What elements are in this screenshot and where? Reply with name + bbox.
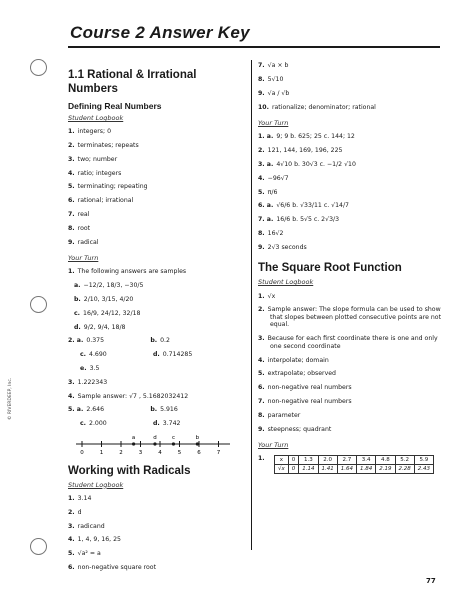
list-item: 1. — [258, 455, 265, 463]
table-cell: 2.43 — [414, 464, 433, 473]
subsection-title: Defining Real Numbers — [68, 101, 162, 111]
section-title: The Square Root Function — [258, 262, 402, 275]
list-item: 8. 16√2 — [258, 230, 284, 238]
number-line-tick-label: 0 — [80, 449, 84, 456]
binder-hole — [30, 538, 47, 555]
table-cell: 0 — [288, 464, 299, 473]
page-title: Course 2 Answer Key — [70, 23, 250, 42]
number-line-tick-label: 6 — [197, 449, 201, 456]
list-item: 6. non-negative square root — [68, 564, 156, 572]
table-header-cell: x — [275, 455, 289, 464]
list-item: 2. Sample answer: The slope formula can be used to show that slopes between plotted consecutive points are not equal. — [258, 306, 442, 329]
table-cell: 0 — [288, 455, 299, 464]
list-item: 1. 3.14 — [68, 495, 92, 503]
your-turn-list — [258, 133, 442, 251]
number-line-point — [132, 442, 135, 445]
table-row — [275, 455, 434, 464]
logbook-label: Student Logbook — [68, 114, 124, 122]
your-turn-label: Your Turn — [258, 119, 289, 128]
logbook-list — [258, 293, 442, 433]
continued-list — [258, 62, 442, 111]
list-item: 3. radicand — [68, 522, 105, 530]
number-line-tick-label: 3 — [138, 449, 143, 456]
list-item: 5. π/6 — [258, 188, 278, 196]
logbook-list — [68, 128, 244, 246]
values-table — [274, 455, 434, 474]
number-line-point — [172, 442, 175, 445]
list-item: 7. a. 16/6 b. 5√5 c. 2√3/3 — [258, 216, 340, 224]
list-item: 7. non-negative real numbers — [258, 397, 352, 405]
list-item: 2. 121, 144, 169, 196, 225 — [258, 147, 343, 155]
copyright-text: © RIVERDEEP, Inc. — [8, 377, 13, 420]
logbook-label: Student Logbook — [258, 278, 314, 287]
list-item: b. 2/10, 3/15, 4/20 — [74, 296, 134, 304]
table-header-cell: √x — [275, 464, 289, 473]
table-cell: 2.0 — [318, 455, 337, 464]
list-item: 1. The following answers are samples — [68, 268, 187, 276]
list-item: 5. extrapolate; observed — [258, 370, 336, 378]
section-title: 1.1 Rational & Irrational Numbers — [68, 69, 197, 95]
list-item: 10. rationalize; denominator; rational — [258, 103, 376, 111]
binder-hole — [30, 59, 47, 76]
list-item: 1. integers; 0 — [68, 128, 112, 136]
table-row — [275, 464, 434, 473]
list-item: 8. 5√10 — [258, 76, 284, 84]
table-cell: 3.4 — [357, 455, 376, 464]
number-line-point-label: d — [153, 434, 157, 441]
list-item: 7. real — [68, 211, 90, 219]
binder-hole — [30, 296, 47, 313]
list-item: 2. d — [68, 508, 82, 516]
list-item: 1. √x — [258, 292, 276, 300]
list-item: 8. parameter — [258, 411, 301, 419]
list-item: 6. a. √6/6 b. √33/11 c. √14/7 — [258, 202, 349, 210]
logbook-label: Student Logbook — [68, 480, 124, 489]
list-item: 3. a. 4√10 b. 30√3 c. −1/2 √10 — [258, 161, 356, 169]
list-item: c. 4.690 d. 0.714285 — [80, 351, 193, 359]
number-line-tick-label: 2 — [119, 449, 123, 456]
number-line-tick-label: 1 — [99, 449, 104, 456]
list-item: 9. radical — [68, 238, 99, 246]
list-item: 4. interpolate; domain — [258, 356, 329, 364]
column-divider — [251, 60, 252, 550]
list-item: 9. steepness; quadrant — [258, 425, 332, 433]
number-line-tick-label: 5 — [177, 449, 182, 456]
logbook-list — [68, 495, 244, 571]
left-column — [68, 60, 244, 572]
page-number: 77 — [426, 577, 436, 585]
list-item: 6. rational; irrational — [68, 197, 134, 205]
number-line — [74, 432, 234, 456]
number-line-point-label: c — [171, 434, 175, 441]
list-item: 9. 2√3 seconds — [258, 243, 307, 251]
number-line-point — [196, 442, 199, 445]
table-cell: 2.19 — [376, 464, 395, 473]
title-rule — [68, 46, 440, 48]
list-item: 9. √a / √b — [258, 89, 290, 97]
number-line-point-label: b — [195, 434, 200, 441]
list-item: 4. Sample answer: √7 , 5.1682032412 — [68, 392, 189, 400]
your-turn-label: Your Turn — [258, 441, 289, 450]
list-item: a. −12/2, 18/3, −30/5 — [74, 282, 144, 290]
list-item: 3. 1.222343 — [68, 378, 108, 386]
list-item: 1. a. 9; 9 b. 625; 25 c. 144; 12 — [258, 133, 355, 141]
list-item: 4. ratio; integers — [68, 169, 122, 177]
list-item: 3. Because for each first coordinate there is one and only one second coordinate — [258, 335, 438, 350]
your-turn-label: Your Turn — [68, 254, 99, 263]
list-item: 5. terminating; repeating — [68, 183, 148, 191]
table-cell: 2.7 — [337, 455, 356, 464]
list-item: 6. non-negative real numbers — [258, 384, 352, 392]
table-cell: 4.8 — [376, 455, 395, 464]
list-item: 4. −96√7 — [258, 174, 289, 182]
number-line-point-label: a — [131, 434, 136, 441]
list-item: 4. 1, 4, 9, 16, 25 — [68, 536, 121, 544]
table-cell: 5.9 — [414, 455, 433, 464]
list-item: e. 3.5 — [80, 365, 100, 373]
list-item: d. 9/2, 9/4, 18/8 — [74, 323, 126, 331]
number-line-tick-label: 4 — [158, 449, 162, 456]
list-item: 5. a. 2.646 b. 5.916 — [68, 406, 178, 414]
list-item: c. 16/9, 24/12, 32/18 — [74, 309, 141, 317]
section-title: Working with Radicals — [68, 464, 191, 477]
list-item: 5. √a² = a — [68, 550, 101, 558]
number-line-point — [153, 442, 156, 445]
list-item: 3. two; number — [68, 155, 118, 163]
table-cell: 1.64 — [337, 464, 356, 473]
list-item: 8. root — [68, 224, 91, 232]
right-column — [258, 60, 442, 474]
list-item: 2. a. 0.375 b. 0.2 — [68, 337, 170, 345]
table-cell: 5.2 — [395, 455, 414, 464]
list-item: c. 2.000 d. 3.742 — [80, 420, 181, 428]
list-item: 7. √a × b — [258, 62, 289, 70]
table-cell: 1.84 — [357, 464, 376, 473]
list-item: 2. terminates; repeats — [68, 142, 139, 150]
table-cell: 2.28 — [395, 464, 414, 473]
table-cell: 1.14 — [299, 464, 318, 473]
table-cell: 1.41 — [318, 464, 337, 473]
number-line-tick-label: 7 — [216, 449, 221, 456]
table-cell: 1.3 — [299, 455, 318, 464]
